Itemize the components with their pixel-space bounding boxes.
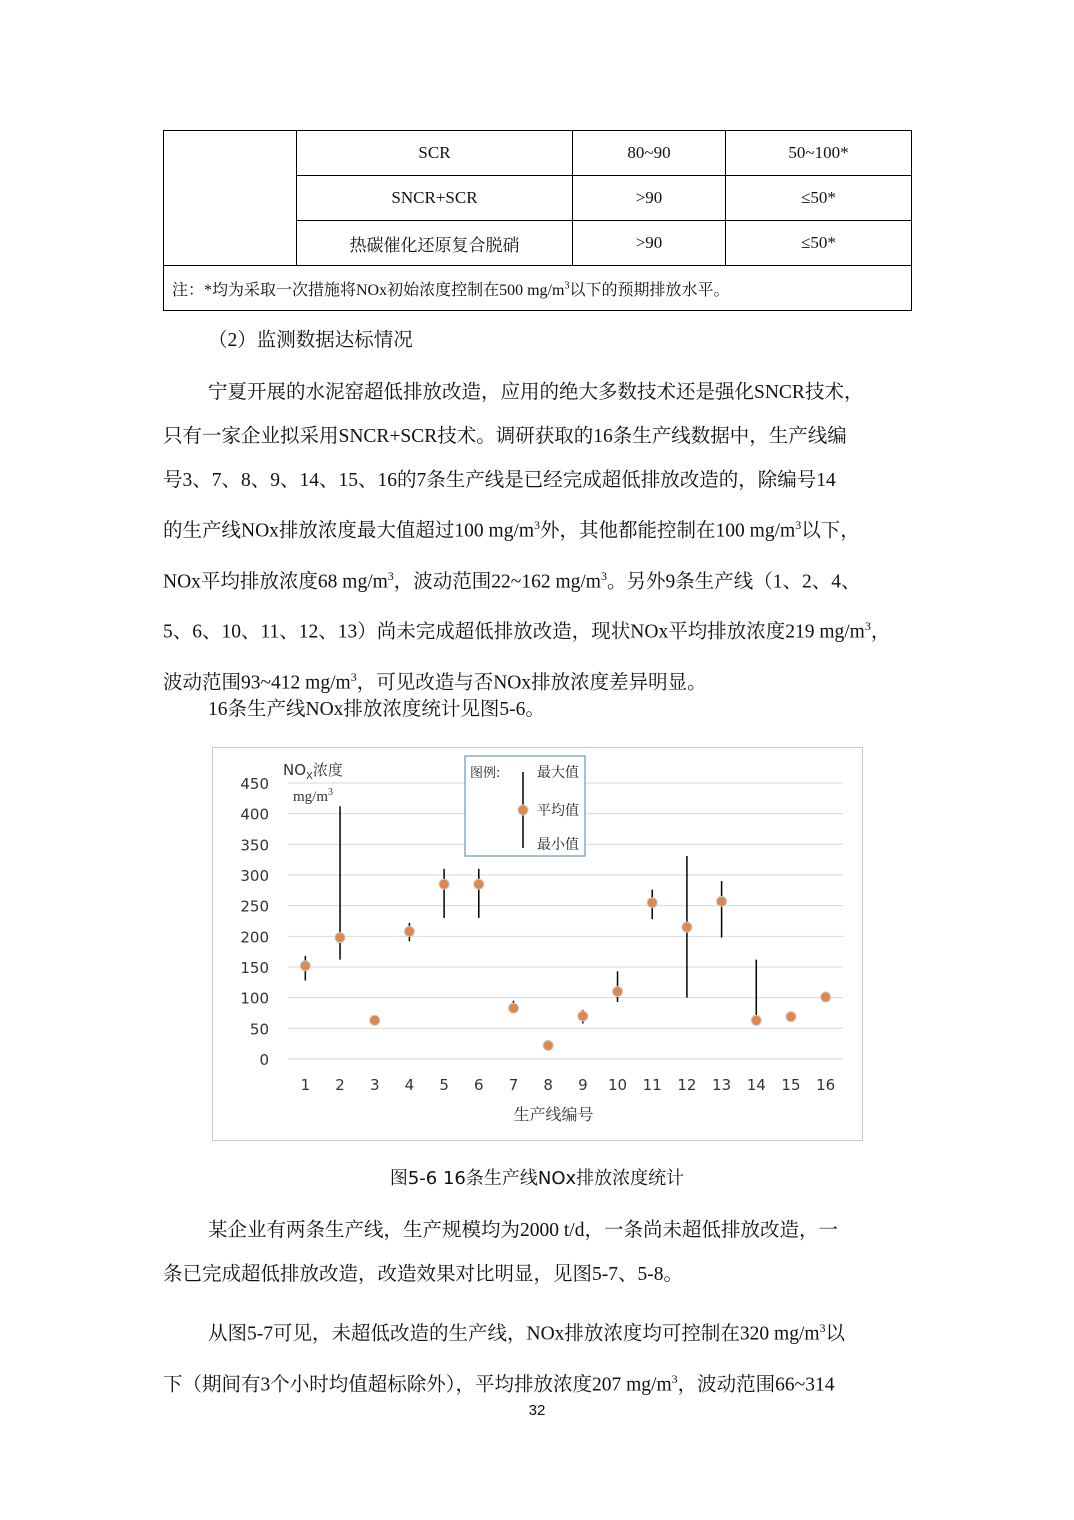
text-run: ，波动范围22~162 mg/m: [393, 571, 601, 592]
page-number: 32: [528, 1402, 546, 1419]
mean-marker: [821, 992, 831, 1002]
x-tick-label: 11: [642, 1076, 662, 1094]
paragraph-4: [163, 1306, 915, 1407]
x-tick-label: 5: [439, 1076, 449, 1094]
paragraph-line: 条已完成超低排放改造，改造效果对比明显，见图5-7、5-8。: [163, 1264, 683, 1285]
y-tick-label: 300: [240, 867, 269, 885]
y-tick-label: 150: [240, 959, 269, 977]
x-tick-label: 16: [816, 1076, 836, 1094]
table-cell-efficiency: >90: [573, 221, 726, 266]
text-run: 。另外9条生产线（1、2、4、: [606, 571, 861, 592]
x-tick-label: 7: [508, 1076, 519, 1094]
x-tick-label: 10: [607, 1076, 628, 1094]
mean-marker: [335, 933, 345, 943]
text-run: 外，其他都能控制在100 mg/m: [540, 520, 796, 542]
y-tick-label: 0: [259, 1051, 269, 1069]
table-cell-empty: [164, 131, 297, 266]
y-tick-label: 250: [240, 897, 269, 916]
x-tick-label: 13: [712, 1076, 732, 1094]
legend-title: 图例:: [470, 766, 501, 781]
sup: 3: [600, 568, 607, 583]
text-run: 的生产线NOx排放浓度最大值超过100 mg/m: [163, 520, 535, 542]
y-tick-label: 400: [240, 805, 269, 824]
x-tick-label: 8: [543, 1076, 553, 1094]
text-run: 下（期间有3个小时均值超标除外），平均排放浓度207 mg/m: [163, 1374, 672, 1395]
section-heading: [163, 319, 915, 363]
table-cell-efficiency: 80~90: [573, 131, 726, 176]
paragraph-2: [163, 688, 915, 732]
x-tick-label: 15: [781, 1076, 801, 1094]
y-tick-label: 200: [240, 928, 269, 947]
legend-mean-marker: [518, 805, 528, 815]
y-tick-label: 100: [240, 989, 269, 1008]
nox-chart: [213, 748, 862, 1140]
paragraph-line: 16条生产线NOx排放浓度统计见图5-6。: [208, 699, 545, 720]
table-cell-method: 热碳催化还原复合脱硝: [297, 221, 573, 266]
tech-table: [163, 130, 912, 311]
sup: 3: [534, 518, 541, 532]
mean-marker: [578, 1011, 588, 1021]
paragraph-line: 宁夏开展的水泥窑超低排放改造，应用的绝大多数技术还是强化SNCR技术，: [208, 382, 864, 403]
legend-label-min: 最小值: [537, 837, 579, 853]
mean-marker: [508, 1003, 518, 1013]
paragraph-3: [163, 1209, 915, 1297]
sup: 3: [671, 1371, 678, 1386]
section-heading-text: （2）监测数据达标情况: [208, 330, 413, 351]
table-cell-concentration: ≤50*: [726, 221, 912, 266]
paragraph-line: [163, 1306, 915, 1357]
paragraph-line: [163, 604, 915, 655]
text-run: 波动范围93~412 mg/m: [163, 672, 351, 693]
chart-frame: [212, 747, 863, 1141]
text-run: 从图5-7可见，未超低改造的生产线，NOx排放浓度均可控制在320 mg/m: [208, 1323, 820, 1345]
sup: 3: [387, 568, 394, 583]
text-run: ，可见改造与否NOx排放浓度差异明显。: [356, 672, 707, 693]
note-text: 注：*均为采取一次措施将NOx初始浓度控制在500 mg/m: [172, 281, 565, 299]
mean-marker: [786, 1012, 796, 1022]
y-tick-label: 50: [249, 1020, 269, 1039]
table-cell-efficiency: >90: [573, 176, 726, 221]
mean-marker: [682, 922, 692, 932]
legend-label-max: 最大值: [537, 765, 579, 781]
paragraph-line: 号3、7、8、9、14、15、16的7条生产线是已经完成超低排放改造的，除编号14: [163, 470, 836, 491]
paragraph-line: [163, 503, 915, 554]
sup: 3: [795, 518, 802, 532]
x-axis-label: 生产线编号: [513, 1105, 594, 1124]
x-tick-label: 14: [746, 1076, 766, 1094]
mean-marker: [717, 896, 727, 906]
table-cell-concentration: 50~100*: [726, 131, 912, 176]
paragraph-line: [163, 554, 915, 605]
text-run: NOx平均排放浓度68 mg/m: [163, 571, 388, 592]
mean-marker: [300, 961, 310, 971]
y-axis-unit: $mg/m^3$: [293, 787, 334, 805]
x-tick-label: 1: [300, 1076, 311, 1094]
table-cell-concentration: ≤50*: [726, 176, 912, 221]
text-run: 以下，: [801, 520, 860, 542]
mean-marker: [439, 879, 449, 889]
figure-caption: 图5-6 16条生产线NOx排放浓度统计: [389, 1168, 685, 1189]
mean-marker: [474, 879, 484, 889]
mean-marker: [751, 1015, 761, 1025]
sup: 3: [819, 1321, 826, 1335]
paragraph-line: [163, 1357, 915, 1408]
mean-marker: [613, 987, 623, 997]
y-tick-label: 450: [240, 775, 269, 793]
table-row: [164, 131, 912, 176]
y-tick-label: 350: [240, 836, 269, 855]
mean-marker: [404, 926, 414, 936]
text-run: ，波动范围66~314: [677, 1374, 835, 1395]
text-run: 以: [825, 1323, 846, 1345]
mean-marker: [647, 898, 657, 908]
sup: 3: [864, 619, 871, 633]
text-run: ，: [870, 621, 891, 643]
y-axis-label: $NO_X$浓度: [283, 761, 343, 782]
text-run: 5、6、10、11、12、13）尚未完成超低排放改造，现状NOx平均排放浓度219 mg/m: [163, 621, 865, 643]
paragraph-line: 只有一家企业拟采用SNCR+SCR技术。调研获取的16条生产线数据中，生产线编: [163, 426, 847, 447]
mean-marker: [543, 1041, 553, 1051]
note-sup: 3: [564, 280, 570, 292]
mean-marker: [370, 1015, 380, 1025]
x-tick-label: 3: [369, 1076, 380, 1094]
x-tick-label: 4: [404, 1076, 415, 1094]
x-tick-label: 6: [474, 1076, 484, 1094]
legend-label-mean: 平均值: [537, 803, 579, 819]
x-tick-label: 9: [578, 1076, 588, 1094]
table-cell-method: SCR: [297, 131, 573, 176]
paragraph-1: [163, 371, 915, 705]
note-text-tail: 以下的预期排放水平。: [569, 281, 730, 299]
x-tick-label: 2: [335, 1076, 345, 1094]
table-note-row: [164, 266, 912, 311]
x-tick-label: 12: [677, 1076, 697, 1094]
paragraph-line: 某企业有两条生产线，生产规模均为2000 t/d，一条尚未超低排放改造，一: [208, 1220, 838, 1241]
table-cell-method: SNCR+SCR: [297, 176, 573, 221]
sup: 3: [350, 669, 357, 684]
table-note: [164, 266, 912, 311]
